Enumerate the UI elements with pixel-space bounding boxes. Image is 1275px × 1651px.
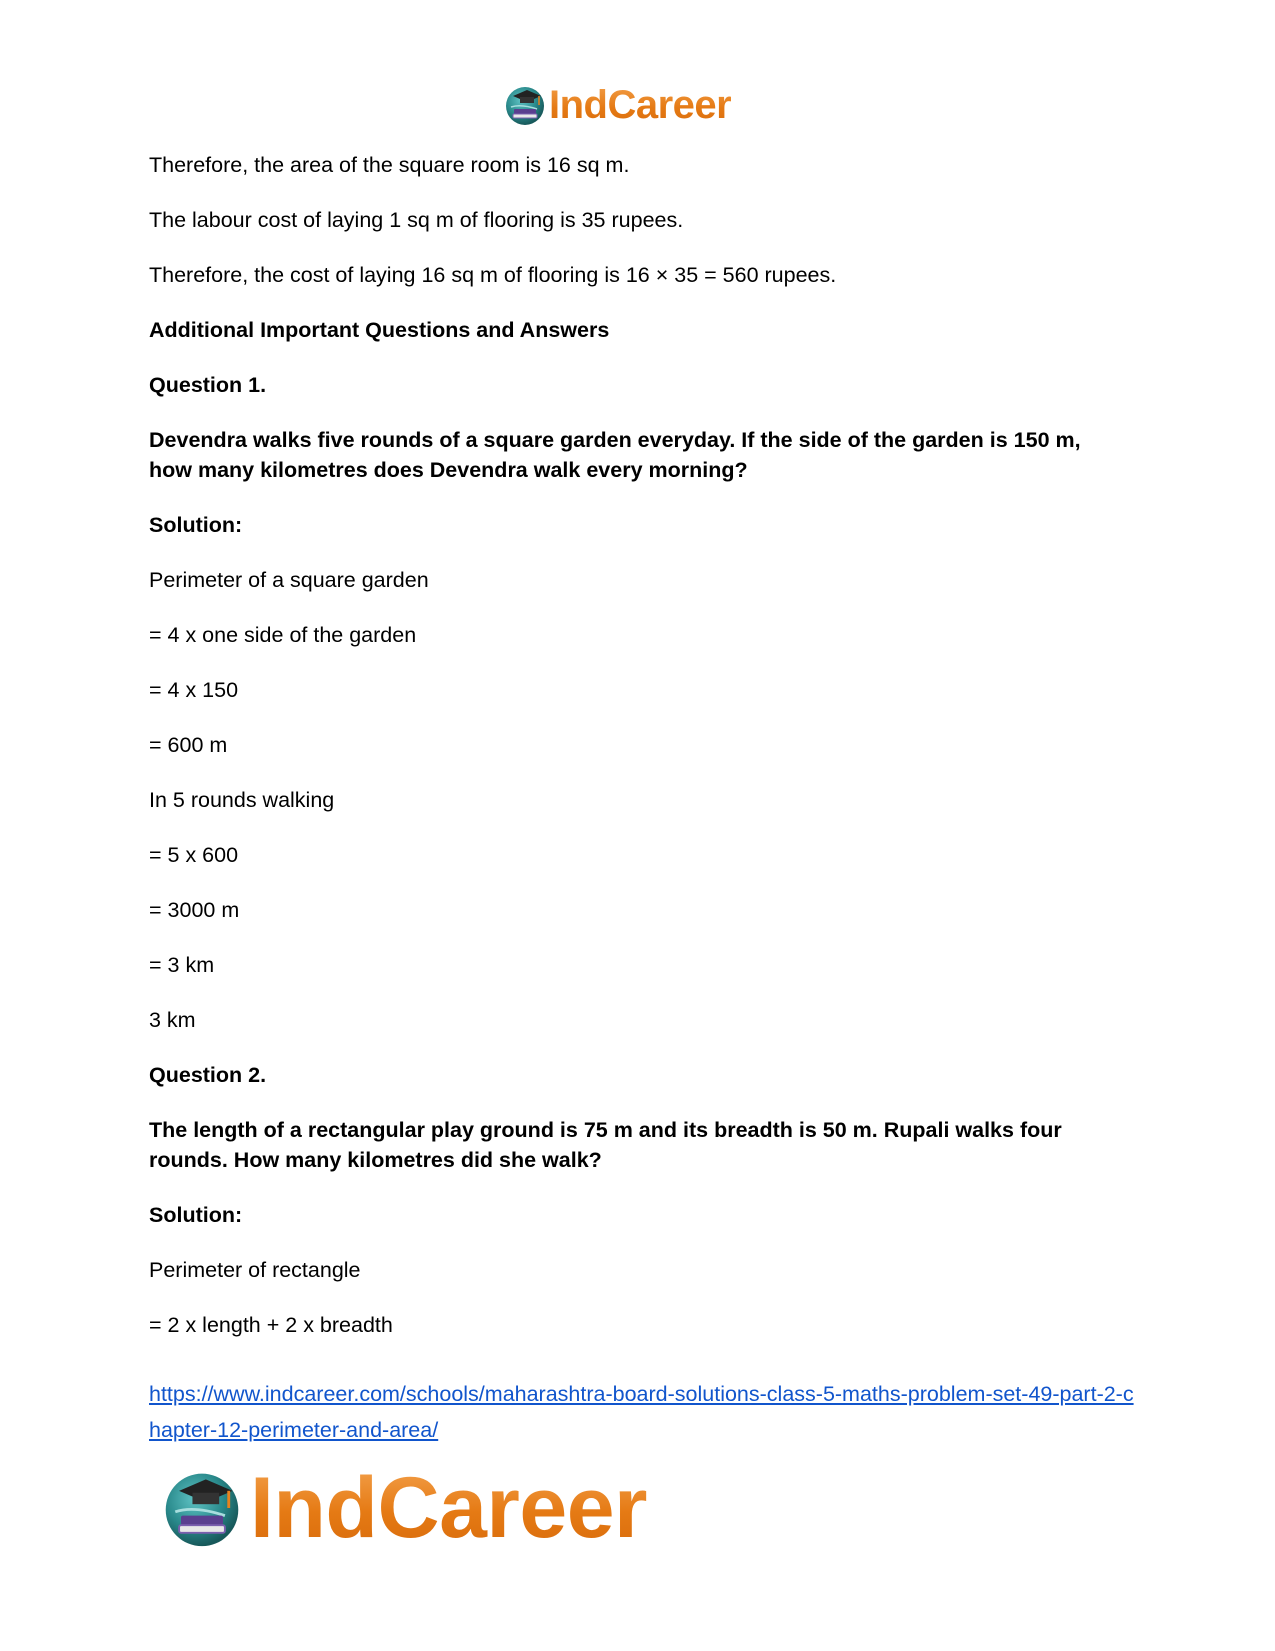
section-heading: Additional Important Questions and Answers xyxy=(149,318,610,342)
answer-line: 3 km xyxy=(149,1008,196,1032)
document-body xyxy=(149,150,1129,1365)
logo-emblem-icon xyxy=(503,83,547,127)
header-logo-text: IndCareer xyxy=(549,82,732,127)
question-heading: Question 1. xyxy=(149,373,267,397)
body-line: In 5 rounds walking xyxy=(149,788,335,812)
solution-heading: Solution: xyxy=(149,513,243,537)
logo-emblem-icon xyxy=(160,1466,244,1550)
body-line: = 4 x 150 xyxy=(149,678,239,702)
body-line: Therefore, the area of the square room is 16 sq m. xyxy=(149,153,630,177)
body-line: Perimeter of a square garden xyxy=(149,568,429,592)
body-line: = 600 m xyxy=(149,733,228,757)
body-line: = 3 km xyxy=(149,953,215,977)
body-line: Therefore, the cost of laying 16 sq m of flooring is 16 × 35 = 560 rupees. xyxy=(149,263,837,287)
footer-logo xyxy=(160,1460,647,1556)
body-line: = 4 x one side of the garden xyxy=(149,623,417,647)
body-line: = 2 x length + 2 x breadth xyxy=(149,1313,393,1337)
footer-logo-text: IndCareer xyxy=(250,1460,647,1556)
question-heading: Question 2. xyxy=(149,1063,267,1087)
body-line: Perimeter of rectangle xyxy=(149,1258,361,1282)
header-logo xyxy=(503,80,731,130)
body-line: = 3000 m xyxy=(149,898,240,922)
source-link[interactable]: https://www.indcareer.com/schools/maharashtra-board-solutions-class-5-maths-problem-set-49-part-2-chapter-12-perimeter-and-area/ xyxy=(149,1382,1134,1442)
body-line: = 5 x 600 xyxy=(149,843,239,867)
body-line: The labour cost of laying 1 sq m of flooring is 35 rupees. xyxy=(149,208,684,232)
question-text: Devendra walks five rounds of a square garden everyday. If the side of the garden is 150 m, how many kilometres does Devendra walk every morning? xyxy=(149,428,1081,482)
solution-heading: Solution: xyxy=(149,1203,243,1227)
question-text: The length of a rectangular play ground is 75 m and its breadth is 50 m. Rupali walks four rounds. How many kilometres did she walk? xyxy=(149,1118,1062,1172)
